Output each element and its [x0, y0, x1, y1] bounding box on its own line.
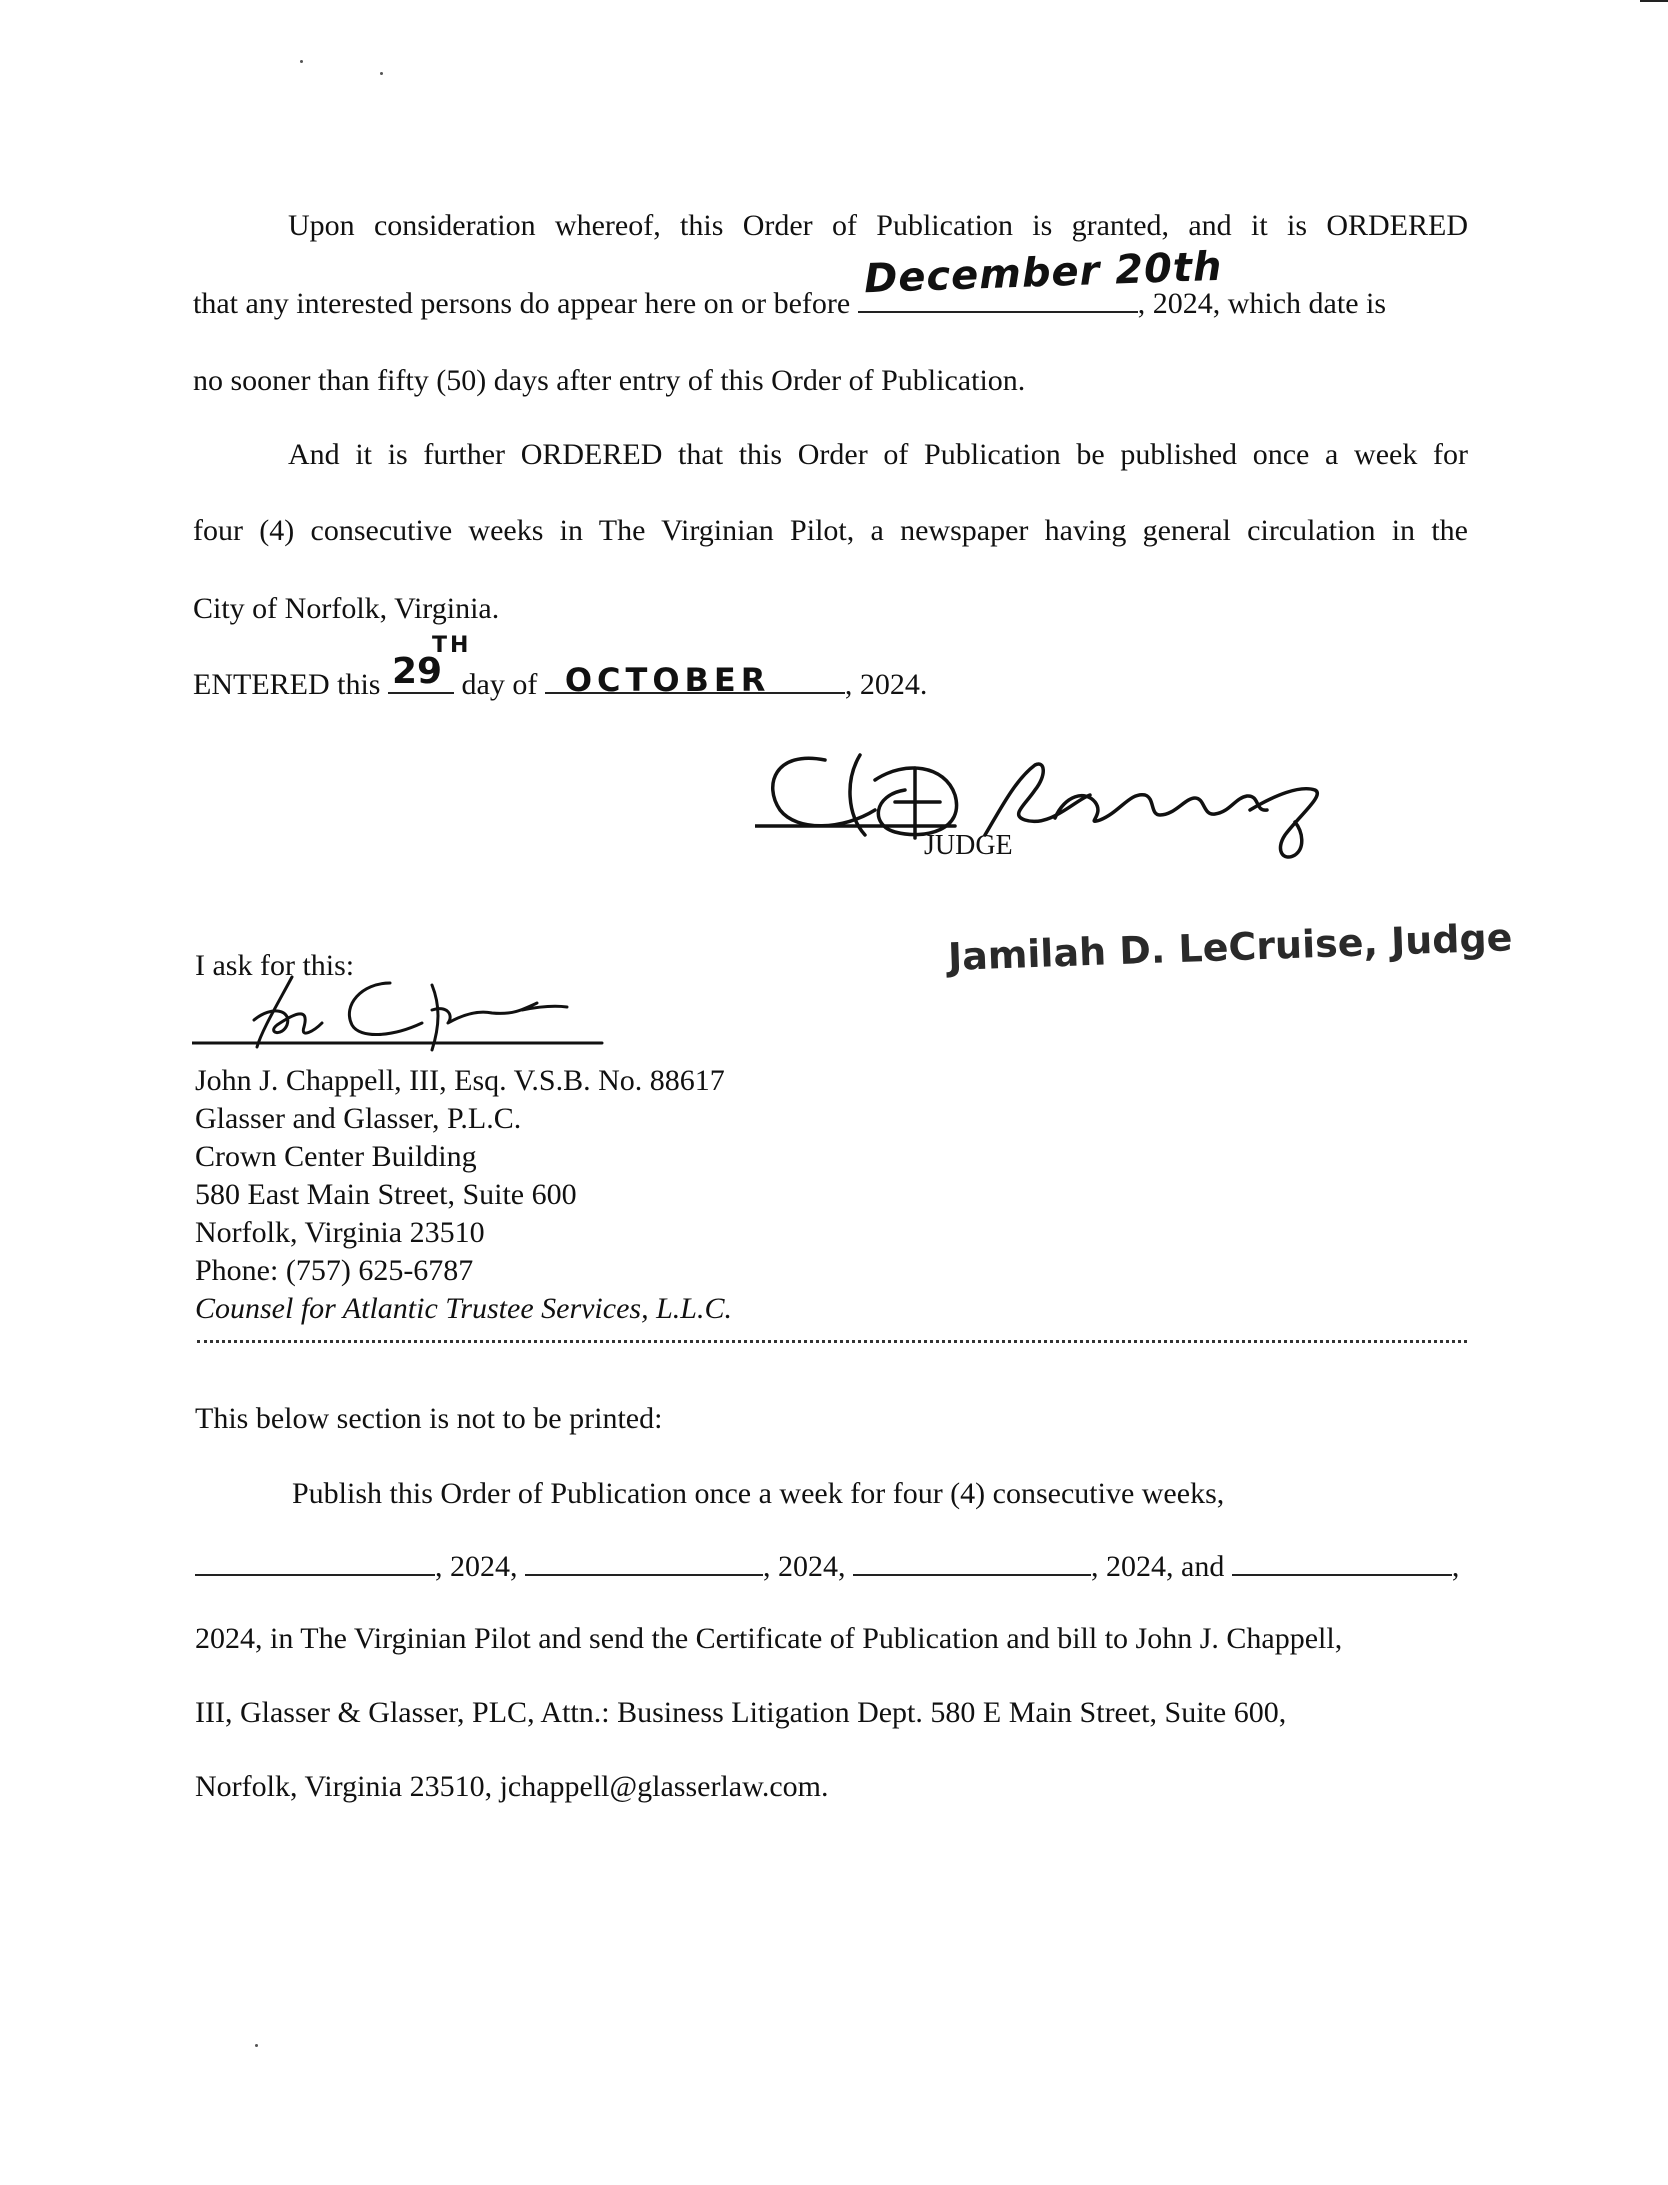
date-separator: , 2024, [435, 1550, 518, 1583]
order-paragraph-2-line-1: And it is further ORDERED that this Order of Publication be published once a week for [288, 438, 1468, 471]
publish-instruction-line-1: Publish this Order of Publication once a week for four (4) consecutive weeks, [292, 1477, 1225, 1510]
handwritten-appearance-date: December 20th [863, 243, 1223, 303]
publication-date-blank-1 [195, 1548, 435, 1576]
ask-for-this-label: I ask for this: [195, 949, 355, 982]
not-printed-notice: This below section is not to be printed: [195, 1402, 663, 1435]
judge-name-stamp: Jamilah D. LeCruise, Judge [947, 915, 1514, 979]
handwritten-day-suffix: TH [432, 633, 472, 658]
scan-speck [380, 72, 383, 75]
publication-date-blank-2 [525, 1548, 763, 1576]
dotted-separator [197, 1340, 1467, 1343]
entered-suffix: , 2024. [844, 668, 928, 701]
date-separator-and: , 2024, and [1091, 1550, 1225, 1583]
counsel-phone: Phone: (757) 625-6787 [195, 1254, 474, 1287]
appearance-date-blank [858, 243, 1223, 313]
entered-line [193, 633, 928, 703]
judge-label: JUDGE [924, 830, 1013, 861]
attorney-signature [192, 965, 612, 1055]
counsel-city: Norfolk, Virginia 23510 [195, 1216, 485, 1249]
order-paragraph-2-line-3: City of Norfolk, Virginia. [193, 592, 500, 625]
entered-prefix: ENTERED this [193, 668, 381, 701]
judge-signature [755, 740, 1355, 870]
order-paragraph-1-line-1: Upon consideration whereof, this Order of Publication is granted, and it is ORDERED [288, 209, 1468, 242]
counsel-role: Counsel for Atlantic Trustee Services, L.L.C. [195, 1292, 732, 1325]
counsel-name: John J. Chappell, III, Esq. V.S.B. No. 88617 [195, 1064, 725, 1097]
counsel-street: 580 East Main Street, Suite 600 [195, 1178, 577, 1211]
order-paragraph-2-line-2: four (4) consecutive weeks in The Virginian Pilot, a newspaper having general circulation in the [193, 514, 1468, 547]
handwritten-day: 29 [392, 651, 443, 692]
scan-speck [300, 60, 303, 63]
order-paragraph-1-line-2 [193, 243, 1468, 322]
publish-instruction-line-4: III, Glasser & Glasser, PLC, Attn.: Business Litigation Dept. 580 E Main Street, Suite 600, [195, 1696, 1287, 1729]
publish-instruction-line-3: 2024, in The Virginian Pilot and send the Certificate of Publication and bill to John J. Chappell, [195, 1622, 1343, 1655]
publish-instruction-line-5: Norfolk, Virginia 23510, jchappell@glasserlaw.com. [195, 1770, 829, 1803]
date-separator: , 2024, [763, 1550, 846, 1583]
entered-middle: day of [461, 668, 538, 701]
page-edge-mark [1640, 0, 1668, 2]
counsel-building: Crown Center Building [195, 1140, 477, 1173]
publication-date-blank-3 [853, 1548, 1091, 1576]
entered-day-blank [388, 633, 472, 694]
handwritten-month: OCTOBER [564, 661, 771, 699]
scan-speck [255, 2044, 258, 2047]
order-paragraph-1-line-3: no sooner than fifty (50) days after entry of this Order of Publication. [193, 364, 1026, 397]
counsel-firm: Glasser and Glasser, P.L.C. [195, 1102, 522, 1135]
appearance-date-suffix: , 2024, which date is [1137, 287, 1387, 320]
appear-before-text: that any interested persons do appear here on or before [193, 287, 851, 320]
date-tail-comma: , [1451, 1550, 1460, 1583]
publication-dates-line [195, 1548, 1459, 1585]
entered-month-blank [545, 661, 845, 699]
publication-date-blank-4 [1232, 1548, 1452, 1576]
